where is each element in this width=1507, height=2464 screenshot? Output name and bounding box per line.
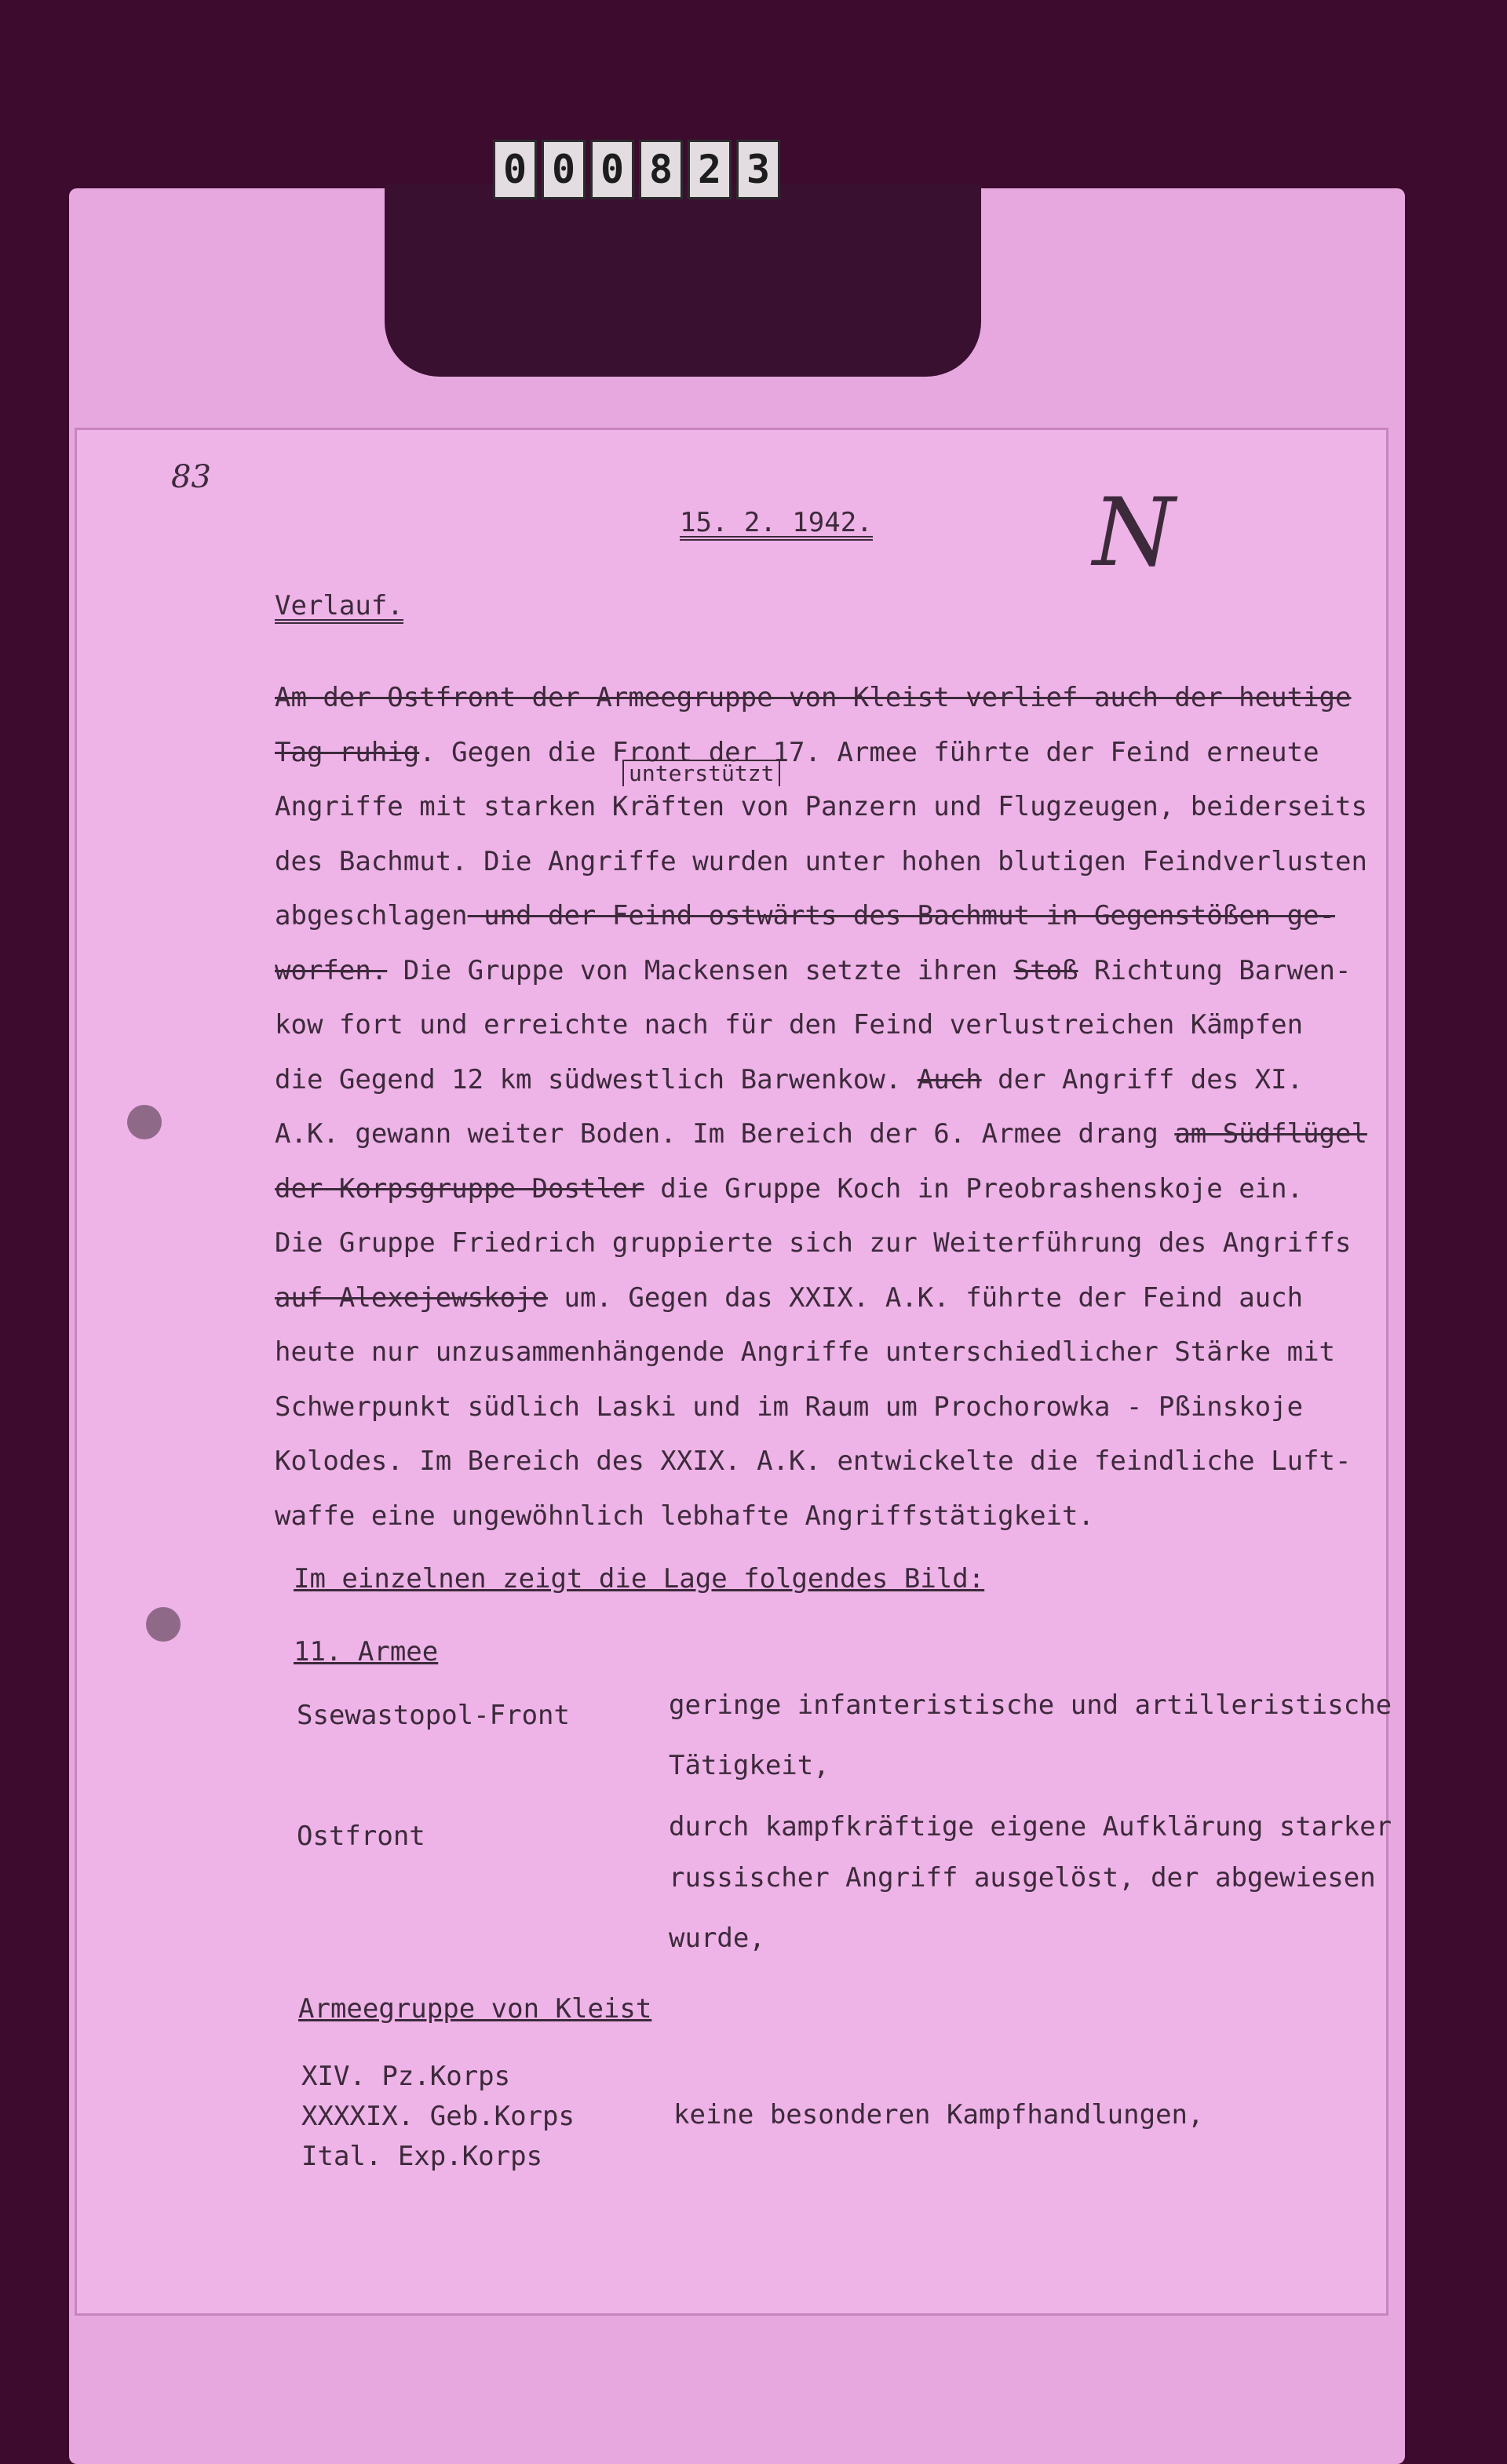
text-line: kow fort und erreichte nach für den Feind verlustreichen Kämpfen — [275, 1009, 1304, 1041]
text-line: Schwerpunkt südlich Laski und im Raum um Prochorowka - Pßinskoje — [275, 1391, 1304, 1423]
text-line: Angriffe mit starken Kräften von Panzern und Flugzeugen, beiderseits — [275, 791, 1367, 822]
row-text: Tätigkeit, — [669, 1750, 830, 1781]
binder-clip — [385, 184, 981, 377]
text-line: Kolodes. Im Bereich des XXIX. A.K. entwickelte die feindliche Luft- — [275, 1445, 1352, 1477]
text-line: heute nur unzusammenhängende Angriffe unterschiedlicher Stärke mit — [275, 1336, 1336, 1368]
section-heading: Verlauf. — [275, 590, 403, 624]
corps-name: XIV. Pz.Korps — [301, 2061, 511, 2092]
row-label: Ostfront — [297, 1821, 425, 1852]
text-line: des Bachmut. Die Angriffe wurden unter hohen blutigen Feindverlusten — [275, 845, 1367, 877]
counter-digit: 8 — [639, 140, 683, 199]
corps-name: XXXXIX. Geb.Korps — [301, 2101, 575, 2132]
text-line: der Korpsgruppe Dostler die Gruppe Koch in Preobrashenskoje ein. — [275, 1172, 1304, 1205]
text-line: A.K. gewann weiter Boden. Im Bereich der 6. Armee drang am Südflügel — [275, 1118, 1367, 1150]
row-label: Ssewastopol-Front — [297, 1700, 570, 1731]
text-line: waffe eine ungewöhnlich lebhafte Angriffstätigkeit. — [275, 1500, 1094, 1532]
handwritten-initial: N — [1093, 479, 1175, 588]
row-text: geringe infanteristische und artilleristische — [669, 1689, 1392, 1721]
row-text: durch kampfkräftige eigene Aufklärung starker — [669, 1811, 1392, 1843]
counter-digit: 2 — [688, 140, 732, 199]
insertion-note: unterstützt — [622, 760, 780, 786]
detail-heading: Im einzelnen zeigt die Lage folgendes Bild: — [294, 1563, 985, 1595]
counter-digit: 0 — [590, 140, 634, 199]
corps-name: Ital. Exp.Korps — [301, 2141, 543, 2172]
corps-note: keine besonderen Kampfhandlungen, — [673, 2099, 1204, 2130]
document-date: 15. 2. 1942. — [680, 507, 873, 541]
frame-counter — [493, 140, 780, 199]
counter-digit: 3 — [736, 140, 780, 199]
counter-digit: 0 — [493, 140, 537, 199]
counter-digit: 0 — [542, 140, 586, 199]
text-line: auf Alexejewskoje um. Gegen das XXIX. A.K. führte der Feind auch — [275, 1281, 1304, 1314]
overview-paragraph — [275, 671, 1367, 1544]
punch-hole — [127, 1105, 162, 1139]
text-line: Tag ruhig. Gegen die Front der 17. Armee führte der Feind erneute — [275, 736, 1319, 768]
text-line: abgeschlagen und der Feind ostwärts des Bachmut in Gegenstößen ge- — [275, 900, 1336, 931]
handwritten-page-number: 83 — [171, 459, 211, 495]
army-heading: 11. Armee — [294, 1636, 439, 1668]
punch-hole — [146, 1607, 181, 1642]
text-line: die Gegend 12 km südwestlich Barwenkow. Auch der Angriff des XI. — [275, 1063, 1304, 1095]
text-line: worfen. Die Gruppe von Mackensen setzte ihren Stoß Richtung Barwen- — [275, 954, 1352, 986]
row-text: russischer Angriff ausgelöst, der abgewiesen — [669, 1862, 1376, 1894]
text-line: Am der Ostfront der Armeegruppe von Kleist verlief auch der heutige — [275, 682, 1352, 713]
row-text: wurde, — [669, 1923, 765, 1954]
army-group-heading: Armeegruppe von Kleist — [298, 1993, 652, 2025]
text-line: Die Gruppe Friedrich gruppierte sich zur Weiterführung des Angriffs — [275, 1227, 1352, 1259]
